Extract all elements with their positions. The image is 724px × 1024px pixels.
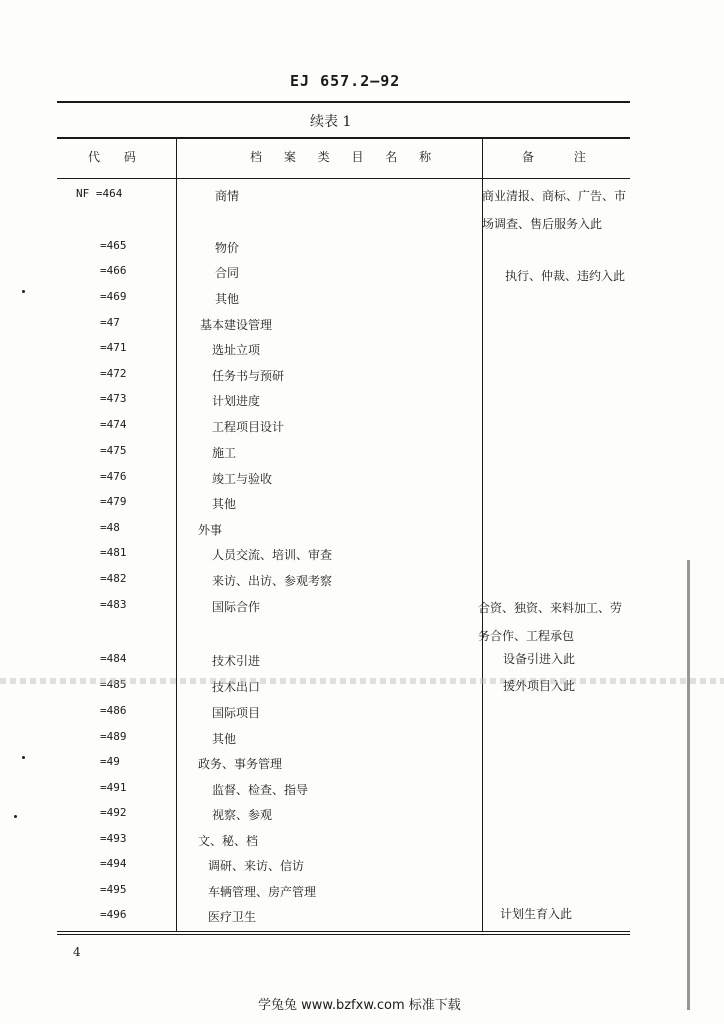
- table-row: [0, 418, 724, 440]
- table-row: [0, 704, 724, 726]
- row-name: 监督、检查、指导: [212, 783, 309, 797]
- row-note: 设备引进入此: [503, 652, 576, 666]
- row-code: =494: [100, 857, 127, 870]
- table-row: [0, 290, 724, 312]
- table-row: [0, 341, 724, 363]
- row-name: 外事: [198, 523, 223, 537]
- table-row: [0, 572, 724, 594]
- row-code: =474: [100, 418, 127, 431]
- table-row: [0, 239, 724, 261]
- column-header-code: 代 码: [88, 150, 146, 164]
- row-code: =476: [100, 470, 127, 483]
- row-name: 计划进度: [212, 394, 261, 408]
- row-code: =471: [100, 341, 127, 354]
- row-code: =493: [100, 832, 127, 845]
- row-name: 调研、来访、信访: [208, 859, 305, 873]
- row-code: =482: [100, 572, 127, 585]
- row-code: =481: [100, 546, 127, 559]
- row-note: 合资、独资、来料加工、劳务合作、工程承包: [478, 601, 623, 643]
- row-name: 车辆管理、房产管理: [208, 885, 317, 899]
- top-rule: [57, 101, 630, 103]
- row-note: 商业清报、商标、广告、市场调查、售后服务入此: [482, 189, 627, 231]
- row-name: 来访、出访、参观考察: [212, 574, 333, 588]
- column-header-name: 档 案 类 目 名 称: [250, 150, 441, 164]
- row-code: =47: [100, 316, 120, 329]
- row-code: =491: [100, 781, 127, 794]
- row-name: 选址立项: [212, 343, 261, 357]
- table-row: [0, 316, 724, 338]
- row-name: 商情: [215, 189, 240, 203]
- row-name: 任务书与预研: [212, 369, 285, 383]
- row-code: =492: [100, 806, 127, 819]
- table-caption: 续表 1: [310, 114, 352, 130]
- row-note: 计划生育入此: [500, 907, 573, 921]
- row-note: 执行、仲裁、违约入此: [505, 269, 626, 283]
- row-name: 其他: [212, 497, 237, 511]
- row-note: 援外项目入此: [503, 679, 576, 693]
- footer-watermark: 学兔兔 www.bzfxw.com 标准下载: [258, 998, 461, 1013]
- row-name: 合同: [215, 266, 240, 280]
- table-row: [0, 730, 724, 752]
- row-code: =486: [100, 704, 127, 717]
- row-name: 竣工与验收: [212, 472, 273, 486]
- table-row: [0, 806, 724, 828]
- row-name: 国际项目: [212, 706, 261, 720]
- row-code: =465: [100, 239, 127, 252]
- row-code: =479: [100, 495, 127, 508]
- table-row: [0, 781, 724, 803]
- row-code: =485: [100, 678, 127, 691]
- row-code: =48: [100, 521, 120, 534]
- row-name: 医疗卫生: [208, 910, 257, 924]
- row-code: NF =464: [76, 187, 123, 200]
- header-top-rule: [57, 137, 630, 139]
- table-row: [0, 367, 724, 389]
- row-name: 技术引进: [212, 654, 261, 668]
- row-code: =496: [100, 908, 127, 921]
- row-name: 国际合作: [212, 600, 261, 614]
- row-code: =483: [100, 598, 127, 611]
- page-number: 4: [73, 945, 81, 959]
- row-name: 政务、事务管理: [198, 757, 283, 771]
- bottom-rule-2: [57, 934, 630, 935]
- row-code: =489: [100, 730, 127, 743]
- header-bottom-rule: [57, 178, 630, 179]
- row-name: 技术出口: [212, 680, 261, 694]
- row-name: 文、秘、档: [198, 834, 259, 848]
- scan-dot: [14, 815, 17, 818]
- row-code: =495: [100, 883, 127, 896]
- row-name: 人员交流、培训、审查: [212, 548, 333, 562]
- row-code: =484: [100, 652, 127, 665]
- row-name: 视察、参观: [212, 808, 273, 822]
- row-code: =473: [100, 392, 127, 405]
- table-row: [0, 755, 724, 777]
- table-row: [0, 546, 724, 568]
- row-name: 其他: [215, 292, 240, 306]
- row-name: 工程项目设计: [212, 420, 285, 434]
- column-header-note: 备 注: [522, 150, 604, 164]
- row-code: =475: [100, 444, 127, 457]
- row-code: =466: [100, 264, 127, 277]
- table-row: [0, 495, 724, 517]
- scan-dot: [22, 290, 25, 293]
- table-row: [0, 444, 724, 466]
- row-name: 基本建设管理: [200, 318, 273, 332]
- row-code: =49: [100, 755, 120, 768]
- row-code: =469: [100, 290, 127, 303]
- table-row: [0, 521, 724, 543]
- row-code: =472: [100, 367, 127, 380]
- table-row: [0, 832, 724, 854]
- standard-code: EJ 657.2—92: [290, 72, 401, 90]
- page-edge-shadow: [687, 560, 690, 1010]
- row-name: 物价: [215, 241, 240, 255]
- bottom-rule: [57, 931, 630, 932]
- table-row: [0, 392, 724, 414]
- scan-dot: [22, 756, 25, 759]
- table-row: [0, 470, 724, 492]
- row-name: 施工: [212, 446, 237, 460]
- table-row: [0, 857, 724, 879]
- row-name: 其他: [212, 732, 237, 746]
